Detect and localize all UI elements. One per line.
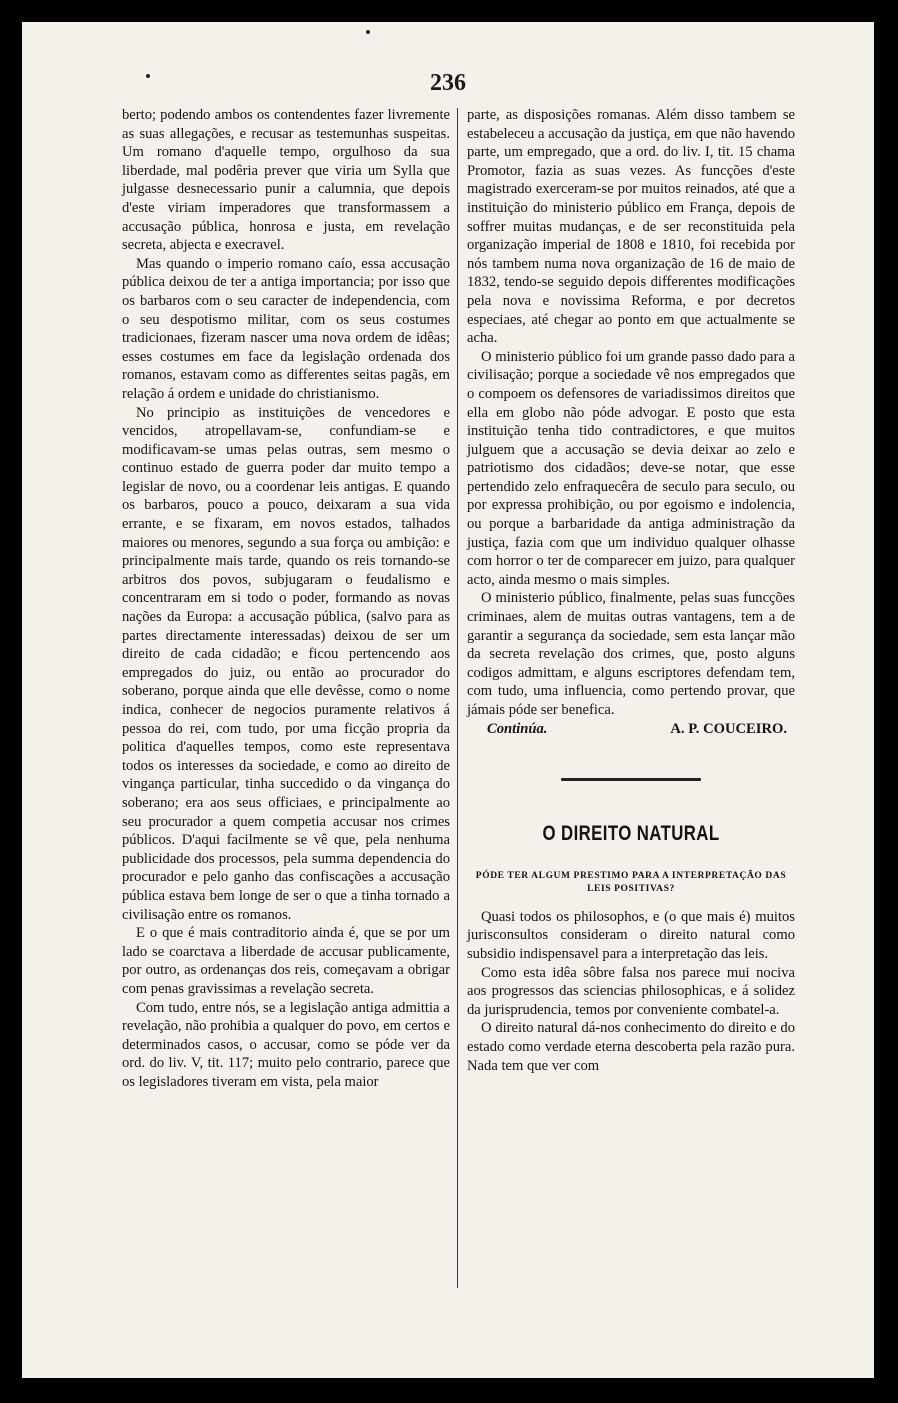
paragraph: No principio as instituições de vencedores e vencidos, atropellavam-se, confundiam-se e modificavam-se umas pelas outras, sem mesmo o continuo estado de guerra poder dar muito tempo a legislar de novo, ou a coordenar leis antigas. E quando os barbaros, pouco a pouco, deixaram a sua vida errante, e se fixaram, em novos estados, talhados maiores ou menores, segundo a sua força ou ambição: e principalmente mais tarde, quando os reis tornando-se arbitros dos povos, subjugaram o feudalismo e concentraram em si todo o poder, formando as novas nações da Europa: a accusação pública, (salvo para as partes directamente interessadas) deixou de ser um direito de cada cidadão; e ficou pertencendo aos empregados do juiz, ou então ao procurador do soberano, porque ainda que elle devêsse, como o nome indica, conhecer de negocios puramente relativos á pessoa do rei, com tudo, por uma ficção propria da politica d'aquelles tempos, como este representava todos os interesses da sociedade, e como ao direito de vingança particular, tinha succedido o da vingança do soberano; era aos seus officiaes, e principalmente ao seu procurador a quem competia accusar nos crimes públicos. D'aqui facilmente se vê que, pela nenhuma publicidade dos processos, pela summa dependencia do procurador e pelo ganho das confiscações a accusação pública estava bem longe de ser o que a tinha tornado a civilisação entre os romanos. [122,404,450,923]
section-subtitle: PÓDE TER ALGUM PRESTIMO PARA A INTERPRETAÇÃO DAS LEIS POSITIVAS? [475,870,787,894]
paragraph: O direito natural dá-nos conhecimento do direito e do estado como verdade eterna descoberta pela razão pura. Nada tem que ver com [467,1020,795,1074]
paragraph: O ministerio público, finalmente, pelas suas funcções criminaes, alem de muitas outras vantagens, tem a de garantir a segurança da sociedade, sem esta lançar mão da secreta revelação dos crimes, que, posto alguns codigos admittam, e alguns escriptores defendam tem, com tudo, uma influencia, como pertendo provar, que jámais póde ser benefica. [467,590,795,718]
column-divider [457,108,458,1288]
section-separator [561,778,701,781]
right-column [467,106,795,1075]
author-signature: A. P. COUCEIRO. [670,720,787,737]
paragraph: berto; podendo ambos os contendentes fazer livremente as suas allegações, e recusar as testemunhas suspeitas. Um romano d'aquelle tempo, orgulhoso da sua liberdade, mal podêria prever que viria um Sylla que julgasse desnecessario punir a calumnia, que depois d'este viriam imperadores que transformassem a accusação pública, honrosa e justa, em revelação secreta, abjecta e execravel. [122,107,450,254]
paragraph: Com tudo, entre nós, se a legislação antiga admittia a revelação, não prohibia a qualquer do povo, em certos e determinados casos, o accusar, como se póde ver da ord. do liv. V, tit. 117; muito pelo contrario, parece que os legisladores tiveram em vista, pela maior [122,999,450,1090]
paragraph: Quasi todos os philosophos, e (o que mais é) muitos jurisconsultos consideram o direito natural como subsidio indispensavel para a interpretação das leis. [467,908,795,962]
paragraph: Como esta idêa sôbre falsa nos parece mui nociva aos progressos das sciencias philosophicas, e á solidez da jurisprudencia, temos por conveniente combatel-a. [467,964,795,1018]
page-number: 236 [430,70,466,96]
left-column [122,106,450,1091]
newspaper-page [22,22,874,1378]
ink-dot [366,30,370,34]
signature-line [467,720,795,739]
paragraph: Mas quando o imperio romano caío, essa accusação pública deixou de ter a antiga importancia; por isso que os barbaros com o seu caracter de independencia, com o seu despotismo militar, com os seus costumes tradicionaes, fizeram nascer uma nova ordem de idêas; esses costumes em face da legislação ordenada dos romanos, estavam como as differentes seitas pagãs, em relação á ordem e unidade do christianismo. [122,255,450,402]
paragraph: parte, as disposições romanas. Além disso tambem se estabeleceu a accusação da justiça, em que não havendo parte, um empregado, que a ord. do liv. I, tit. 15 chama Promotor, fazia as suas vezes. As funcções d'este magistrado exerceram-se por muitos reinados, até que a instituição do ministerio público em França, depois de soffrer muitas mudanças, e de ser reconstituida pela organização imperial de 1808 e 1810, foi recebida por nós tambem numa nova organização de 16 de maio de 1832, tendo-se seguido depois differentes modificações pela nova e novissima Reforma, e por decretos especiaes, até chegar ao ponto em que actualmente se acha. [467,107,795,347]
paragraph: O ministerio público foi um grande passo dado para a civilisação; porque a sociedade vê nos empregados que o compoem os defensores de variadissimos direitos que ella em globo não póde advogar. E posto que esta instituição tenha tido contradictores, e que muitos julguem que a accusação se devia deixar ao zelo e patriotismo dos cidadãos; deve-se notar, que esse pertendido zelo enfraquecêra de seculo para seculo, ou por expressa prohibição, ou por egoismo e indolencia, ou porque a barbaridade da antiga administração da justiça, fazia com que um individuo qualquer olhasse com horror o ter de comparecer em juizo, para qualquer acto, ainda mesmo o mais simples. [467,348,795,588]
continua-note: Continúa. [487,720,548,737]
section-title: O DIREITO NATURAL [542,822,720,846]
paragraph: E o que é mais contraditorio ainda é, que se por um lado se coarctava a liberdade de accusar publicamente, por outro, as ordenanças dos reis, começavam a obrigar com penas gravissimas a revelação secreta. [122,925,450,997]
